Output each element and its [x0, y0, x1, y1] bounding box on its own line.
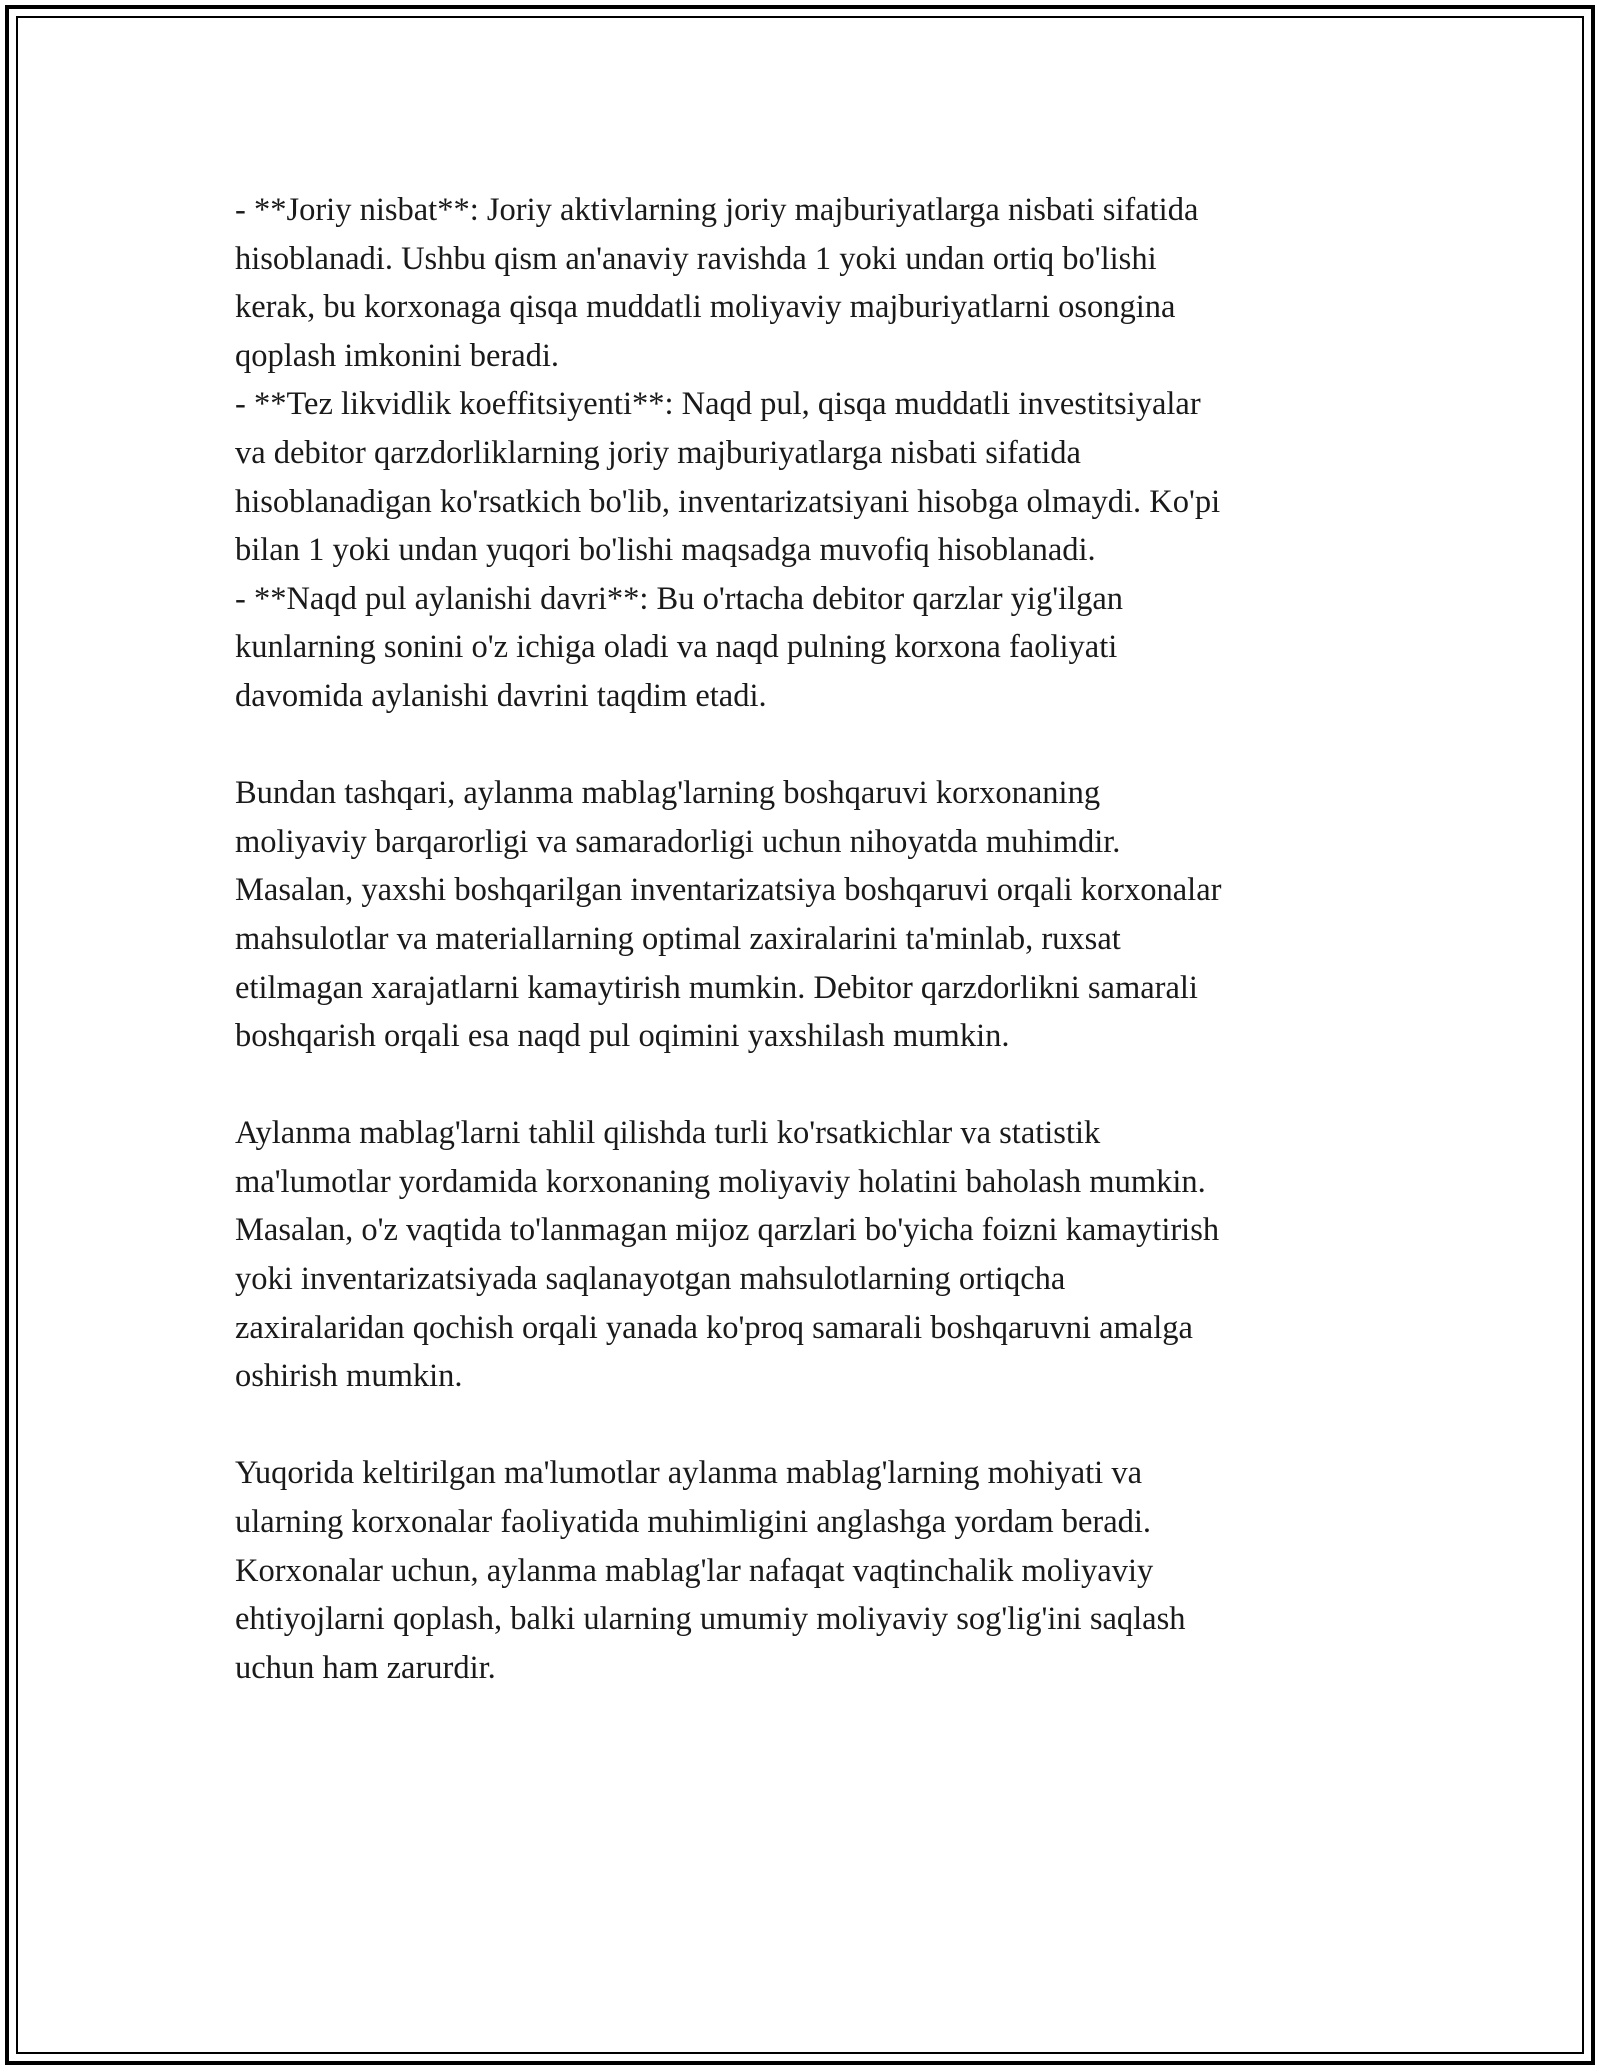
text-line: - **Tez likvidlik koeffitsiyenti**: Naqd pul, qisqa muddatli investitsiyalar	[235, 386, 1201, 423]
text-line: va debitor qarzdorliklarning joriy majburiyatlarga nisbati sifatida	[235, 434, 1081, 471]
text-line: Masalan, o'z vaqtida to'lanmagan mijoz qarzlari bo'yicha foizni kamaytirish	[235, 1212, 1220, 1249]
paragraph-conclusion	[235, 1449, 1375, 1692]
paragraph-ratios	[235, 186, 1375, 721]
text-line: Aylanma mablag'larni tahlil qilishda turli ko'rsatkichlar va statistik	[235, 1115, 1101, 1152]
text-line: ehtiyojlarni qoplash, balki ularning umumiy moliyaviy sog'lig'ini saqlash	[235, 1601, 1186, 1638]
text-line: moliyaviy barqarorligi va samaradorligi uchun nihoyatda muhimdir.	[235, 823, 1121, 860]
paragraph-management	[235, 769, 1375, 1061]
text-line: oshirish mumkin.	[235, 1358, 463, 1395]
text-line: ma'lumotlar yordamida korxonaning moliyaviy holatini baholash mumkin.	[235, 1163, 1206, 1200]
paragraph-analysis	[235, 1109, 1375, 1401]
paragraph-gap	[235, 1061, 1375, 1110]
text-line: - **Naqd pul aylanishi davri**: Bu o'rtacha debitor qarzlar yig'ilgan	[235, 580, 1124, 617]
text-line: uchun ham zarurdir.	[235, 1649, 496, 1686]
text-line: - **Joriy nisbat**: Joriy aktivlarning joriy majburiyatlarga nisbati sifatida	[235, 192, 1199, 228]
text-line: bilan 1 yoki undan yuqori bo'lishi maqsadga muvofiq hisoblanadi.	[235, 532, 1096, 569]
text-line: zaxiralaridan qochish orqali yanada ko'proq samarali boshqaruvni amalga	[235, 1309, 1193, 1346]
text-line: yoki inventarizatsiyada saqlanayotgan mahsulotlarning ortiqcha	[235, 1261, 1066, 1298]
text-line: mahsulotlar va materiallarning optimal zaxiralarini ta'minlab, ruxsat	[235, 920, 1121, 957]
document-body	[235, 186, 1375, 1692]
text-line: hisoblanadi. Ushbu qism an'anaviy ravishda 1 yoki undan ortiq bo'lishi	[235, 240, 1157, 277]
text-line: hisoblanadigan ko'rsatkich bo'lib, inventarizatsiyani hisobga olmaydi. Ko'pi	[235, 483, 1221, 520]
text-line: Korxonalar uchun, aylanma mablag'lar nafaqat vaqtinchalik moliyaviy	[235, 1552, 1154, 1589]
text-line: Yuqorida keltirilgan ma'lumotlar aylanma mablag'larning mohiyati va	[235, 1455, 1143, 1492]
text-line: ularning korxonalar faoliyatida muhimligini anglashga yordam beradi.	[235, 1504, 1152, 1541]
text-line: davomida aylanishi davrini taqdim etadi.	[235, 677, 767, 714]
paragraph-gap	[235, 721, 1375, 770]
text-line: etilmagan xarajatlarni kamaytirish mumkin. Debitor qarzdorlikni samarali	[235, 969, 1198, 1006]
text-line: kunlarning sonini o'z ichiga oladi va naqd pulning korxona faoliyati	[235, 629, 1118, 666]
paragraph-gap	[235, 1401, 1375, 1450]
text-line: Bundan tashqari, aylanma mablag'larning boshqaruvi korxonaning	[235, 775, 1101, 812]
text-line: boshqarish orqali esa naqd pul oqimini yaxshilash mumkin.	[235, 1018, 1010, 1055]
text-line: Masalan, yaxshi boshqarilgan inventarizatsiya boshqaruvi orqali korxonalar	[235, 872, 1222, 909]
text-line: kerak, bu korxonaga qisqa muddatli moliyaviy majburiyatlarni osongina	[235, 289, 1176, 326]
text-line: qoplash imkonini beradi.	[235, 337, 560, 374]
